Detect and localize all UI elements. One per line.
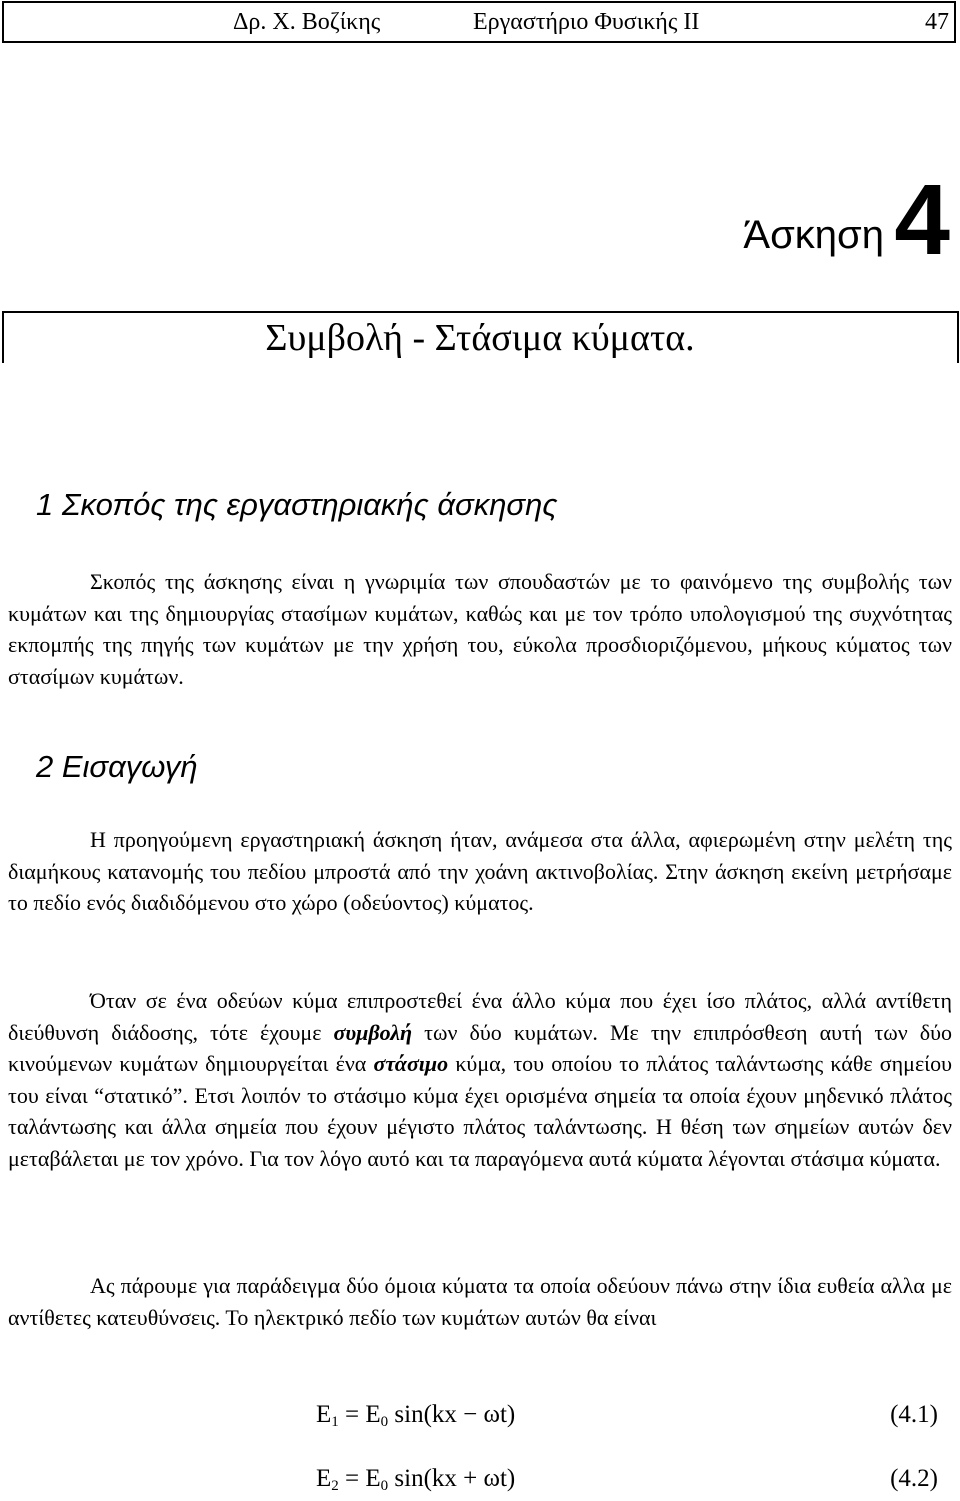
- term-standing: στάσιμο: [373, 1051, 449, 1076]
- paragraph-intro-2-part-b: των δύο κυμάτων. Με την επιπρόσθεση αυτή των δύο κινούμενων κυμάτων δημιουργείται ένα: [8, 1019, 952, 1076]
- page-title: Συμβολή - Στάσιμα κύματα.: [265, 317, 695, 359]
- paragraph-purpose: Σκοπός της άσκησης είναι η γνωριμία των σπουδαστών με το φαινόμενο της συμβολής των κυμάτων και της δημιουργίας στασίμων κυμάτων, καθώς και με τον τρόπο υπολογισμού της συχνότητας εκπομπής της πηγής των κυμάτων με την χρήση του, εύκολα προσδιοριζόμενου, μήκους κύματος των στασίμων κυμάτων.: [8, 569, 952, 689]
- header-page-number: 47: [925, 9, 949, 35]
- header-course: Εργαστήριο Φυσικής ΙΙ: [473, 9, 700, 35]
- paragraph-intro-2-part-a: Όταν σε ένα οδεύων κύμα επιπροστεθεί ένα άλλο κύμα που έχει ίσο πλάτος, αλλά αντίθετη διεύθυνση διάδοσης, τότε έχουμε: [8, 988, 952, 1045]
- paragraph-intro-2: [8, 985, 952, 1174]
- equation-number: (4.2): [890, 1465, 938, 1492]
- exercise-number: 4: [894, 164, 950, 276]
- term-interference: συμβολή: [333, 1019, 413, 1045]
- equation-number: (4.1): [890, 1401, 938, 1428]
- section-heading-purpose: 1 Σκοπός της εργαστηριακής άσκησης: [36, 487, 558, 522]
- paragraph-intro-2-part-c: κύμα, του οποίου το πλάτος ταλάντωσης κάθε σημείου του είναι “στατικό”. Ετσι λοιπόν το στάσιμο κύμα έχει ορισμένα σημεία τα οποία έχουν μηδενικό πλάτος ταλάντωσης και άλλα σημεία που έχουν μέγιστο πλάτος ταλάντωσης. Η θέση των σημείων αυτών δεν μεταβάλεται με τον χρόνο. Για τον λόγο αυτό και τα παραγόμενα αυτά κύματα λέγονται στάσιμα κύματα.: [8, 1051, 952, 1171]
- section-heading-introduction: 2 Εισαγωγή: [36, 749, 198, 784]
- header-author: Δρ. Χ. Βοζίκης: [233, 9, 381, 35]
- paragraph-intro-3: Ας πάρουμε για παράδειγμα δύο όμοια κύματα τα οποία οδεύουν πάνω στην ίδια ευθεία αλλα με αντίθετες κατευθύνσεις. Το ηλεκτρικό πεδίο των κυμάτων αυτών θα είναι: [8, 1273, 952, 1330]
- paragraph-intro-1: Η προηγούμενη εργαστηριακή άσκηση ήταν, ανάμεσα στα άλλα, αφιερωμένη στην μελέτη της διαμήκους κατανομής του πεδίου μπροστά από την χοάνη ακτινοβολίας. Στην άσκηση εκείνη μετρήσαμε το πεδίο ενός διαδιδόμενου στο χώρο (οδεύοντος) κύματος.: [8, 827, 952, 915]
- exercise-label: Άσκηση: [743, 213, 884, 257]
